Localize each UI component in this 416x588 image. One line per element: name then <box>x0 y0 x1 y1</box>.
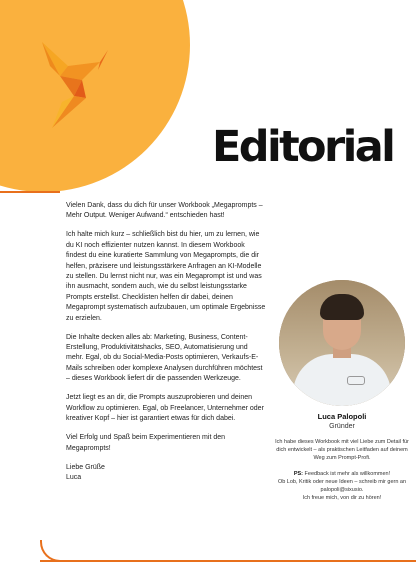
frame-line-top <box>0 191 60 193</box>
letter-paragraph: Vielen Dank, dass du dich für unser Workbook „Megaprompts – Mehr Output. Weniger Aufwand.“ entschieden hast! <box>66 202 263 220</box>
letter-paragraph: Jetzt liegt es an dir, die Prompts auszuprobieren und deinen Workflow zu optimieren. Egal, ob Freelancer, Unternehmer oder kreativer Kopf – hier ist garantiert etwas für dich dabei. <box>66 394 264 423</box>
ps-label: PS: <box>293 471 304 477</box>
author-role: Gründer <box>329 423 355 430</box>
ps-line-2: Ob Lob, Kritik oder neue Ideen – schreib mir gern an palopoli@sixusio. <box>277 479 407 493</box>
author-name: Luca Palopoli <box>317 412 367 421</box>
author-photo <box>279 280 405 406</box>
author-note <box>272 438 412 502</box>
letter-closing: Liebe Grüße <box>66 463 105 471</box>
origami-bird-icon <box>38 36 108 132</box>
ps-text: Feedback ist mehr als willkommen! <box>303 471 391 477</box>
letter-paragraph: Viel Erfolg und Spaß beim Experimentieren mit den Megaprompts! <box>66 434 226 452</box>
author-note-text: Ich habe dieses Workbook mit viel Liebe zum Detail für dich entwickelt – als praktischen Leitfaden auf deinem Weg zum Prompt-Profi. <box>275 439 409 461</box>
frame-line-bottom <box>40 560 416 562</box>
editorial-letter <box>66 201 266 483</box>
page-title: Editorial <box>212 122 394 172</box>
frame-corner <box>40 540 62 562</box>
ps-line-3: Ich freue mich, von dir zu hören! <box>302 495 382 501</box>
letter-paragraph: Ich halte mich kurz – schließlich bist du hier, um zu lernen, wie du KI noch effizienter nutzen kannst. In diesem Workbook findest du eine kuratierte Sammlung von Megaprompts, die dir helfen, präzisere und leistungsstärkere Anfragen an KI-Modelle zu stellen. Du lernst nicht nur, was ein Megaprompt ist und was ihn ausmacht, sondern auch, wie du selbst leistungsstarke Prompts erstellst. Checklisten helfen dir dabei, deinen Megaprompt systematisch aufzubauen, um optimale Ergebnisse zu erzielen. <box>66 231 266 322</box>
letter-paragraph: Die Inhalte decken alles ab: Marketing, Business, Content-Erstellung, Produktivitätshacks, SEO, Automatisierung und mehr. Egal, ob du Social-Media-Posts optimieren, Verkaufs-E-Mails schreiben oder komplexe Analysen durchführen möchtest – dieses Workbook liefert dir die passenden Werkzeuge. <box>66 333 263 383</box>
author-ps <box>272 470 412 478</box>
letter-signature: Luca <box>66 473 82 481</box>
